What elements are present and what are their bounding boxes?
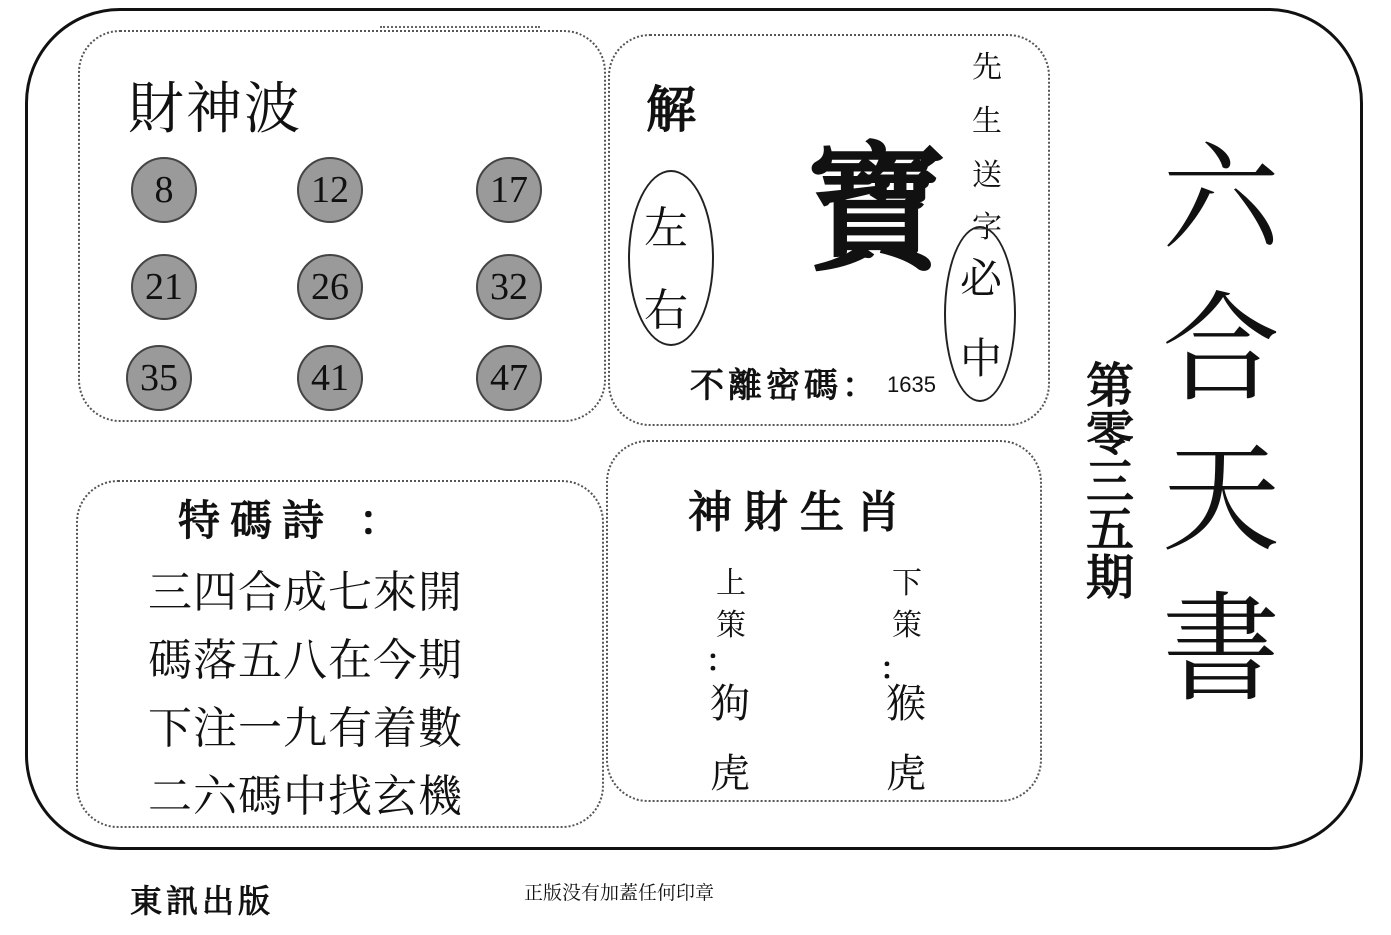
gift-char: 先 — [972, 50, 1002, 85]
number-ball: 26 — [297, 254, 363, 320]
lower-label-colon: ： — [880, 652, 910, 687]
nonsep-code-value: 1635 — [887, 372, 936, 397]
treasure-big-char: 寶 — [806, 128, 947, 292]
authenticity-notice: 正版没有加蓋任何印章 — [524, 882, 715, 904]
publisher: 東訊出版 — [130, 882, 275, 920]
issue-char: 五 — [1086, 502, 1135, 558]
gift-char: 送 — [972, 158, 1002, 193]
lower-label-char: 下 — [892, 566, 922, 601]
title-char: 天 — [1162, 430, 1281, 568]
issue-char: 三 — [1086, 454, 1135, 510]
jie-label: 解 — [646, 81, 696, 139]
upper-animal: 虎 — [710, 751, 750, 797]
number-ball: 8 — [131, 157, 197, 223]
number-ball: 21 — [131, 254, 197, 320]
poem-line: 下注一九有着數 — [148, 703, 463, 754]
issue-char: 期 — [1086, 550, 1135, 606]
must-win-char: 必 — [960, 254, 1003, 303]
lower-animal: 猴 — [886, 681, 926, 727]
poem-line: 二六碼中找玄機 — [148, 771, 463, 822]
issue-char: 零 — [1086, 406, 1135, 462]
lower-label-char: 策 — [892, 608, 922, 643]
nonsep-code-label: 不離密碼： — [690, 366, 880, 406]
number-ball: 12 — [297, 157, 363, 223]
oval-char-left: 左 — [644, 203, 688, 254]
number-ball: 35 — [126, 345, 192, 411]
must-win-char: 中 — [960, 334, 1003, 383]
lower-animal: 虎 — [886, 751, 926, 797]
upper-label-colon: ： — [706, 644, 736, 679]
wealth-wave-title: 財神波 — [128, 77, 302, 142]
zodiac-title: 神財生肖 — [688, 487, 912, 538]
gift-char: 字 — [972, 210, 1002, 245]
number-ball: 32 — [476, 254, 542, 320]
number-ball: 41 — [297, 345, 363, 411]
title-char: 六 — [1162, 130, 1281, 268]
issue-char: 第 — [1086, 358, 1135, 414]
gift-char: 生 — [972, 104, 1002, 139]
number-ball: 47 — [476, 345, 542, 411]
upper-label-char: 上 — [716, 566, 746, 601]
poem-line: 碼落五八在今期 — [148, 635, 463, 686]
title-char: 書 — [1162, 580, 1281, 718]
upper-label-char: 策 — [716, 608, 746, 643]
upper-animal: 狗 — [710, 681, 750, 727]
title-char: 合 — [1162, 280, 1281, 418]
number-ball: 17 — [476, 157, 542, 223]
poem-title: 特碼詩 ： — [178, 496, 411, 545]
poem-line: 三四合成七來開 — [148, 567, 463, 618]
oval-char-right: 右 — [644, 285, 688, 336]
